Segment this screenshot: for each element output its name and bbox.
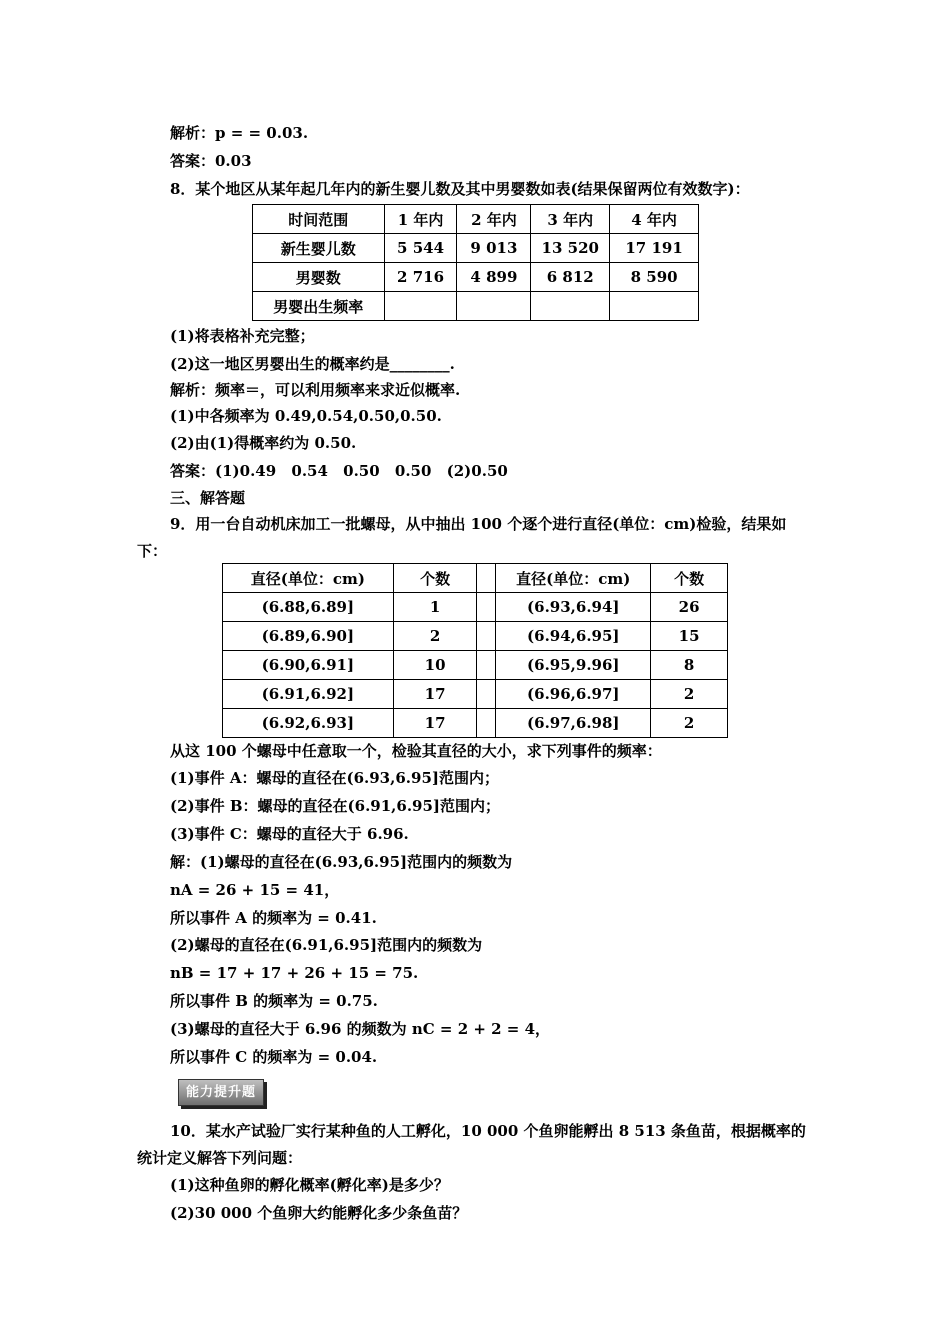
table-cell: 8 590 bbox=[610, 263, 699, 292]
table-cell: 8 bbox=[651, 651, 728, 680]
table-cell: 2 bbox=[393, 622, 477, 651]
table-row bbox=[223, 651, 728, 680]
table-cell: (6.93,6.94] bbox=[496, 593, 651, 622]
question-8: 8．某个地区从某年起几年内的新生婴儿数及其中男婴数如表(结果保留两位有效数字)： bbox=[170, 180, 750, 198]
table-cell: 直径(单位：cm) bbox=[223, 564, 394, 593]
solution-1: 解：(1)螺母的直径在(6.93,6.95]范围内的频数为 bbox=[170, 853, 513, 871]
solution-8: 所以事件 C 的频率为 = 0.04. bbox=[170, 1048, 378, 1066]
table-cell: (6.94,6.95] bbox=[496, 622, 651, 651]
table-row bbox=[223, 564, 728, 593]
table-cell: 17 bbox=[393, 680, 477, 709]
table-cell bbox=[457, 292, 531, 321]
table-cell: 5 544 bbox=[384, 234, 457, 263]
q8-answer: 答案：(1)0.49 0.54 0.50 0.50 (2)0.50 bbox=[170, 462, 508, 480]
table-cell: 个数 bbox=[393, 564, 477, 593]
table-cell: 新生婴儿数 bbox=[253, 234, 385, 263]
table-cell: 3 年内 bbox=[531, 205, 610, 234]
table-cell: (6.92,6.93] bbox=[223, 709, 394, 738]
table-cell bbox=[477, 709, 496, 738]
table-cell: 个数 bbox=[651, 564, 728, 593]
table-cell: 直径(单位：cm) bbox=[496, 564, 651, 593]
table-row bbox=[223, 680, 728, 709]
solution-5: nB = 17 + 17 + 26 + 15 = 75. bbox=[170, 964, 419, 982]
q8-part1: (1)将表格补充完整； bbox=[170, 327, 315, 345]
table-cell: (6.96,6.97] bbox=[496, 680, 651, 709]
ability-section-badge: 能力提升题 bbox=[178, 1079, 264, 1106]
q9-event-b: (2)事件 B：螺母的直径在(6.91,6.95]范围内； bbox=[170, 797, 501, 815]
table-cell: (6.95,9.96] bbox=[496, 651, 651, 680]
q9-event-c: (3)事件 C：螺母的直径大于 6.96. bbox=[170, 825, 409, 843]
q8-analysis-1: (1)中各频率为 0.49,0.54,0.50,0.50. bbox=[170, 407, 442, 425]
question-10-line1: 10．某水产试验厂实行某种鱼的人工孵化，10 000 个鱼卵能孵出 8 513 条鱼苗，根据概率的 bbox=[170, 1122, 806, 1140]
table-row bbox=[253, 292, 699, 321]
table-cell: 男婴出生频率 bbox=[253, 292, 385, 321]
table-cell: 2 716 bbox=[384, 263, 457, 292]
table-cell bbox=[610, 292, 699, 321]
table-row bbox=[253, 234, 699, 263]
birth-table bbox=[252, 204, 699, 321]
table-cell: 时间范围 bbox=[253, 205, 385, 234]
diameter-table bbox=[222, 563, 728, 738]
table-row bbox=[223, 622, 728, 651]
table-cell bbox=[477, 564, 496, 593]
table-cell: 17 191 bbox=[610, 234, 699, 263]
solution-2: nA = 26 + 15 = 41， bbox=[170, 881, 340, 899]
table-cell: 1 bbox=[393, 593, 477, 622]
table-row bbox=[253, 205, 699, 234]
solution-3: 所以事件 A 的频率为 = 0.41. bbox=[170, 909, 377, 927]
table-cell: 15 bbox=[651, 622, 728, 651]
table-cell bbox=[531, 292, 610, 321]
table-cell: (6.88,6.89] bbox=[223, 593, 394, 622]
table-cell: (6.90,6.91] bbox=[223, 651, 394, 680]
q8-analysis-2: (2)由(1)得概率约为 0.50. bbox=[170, 434, 357, 452]
table-cell bbox=[477, 593, 496, 622]
table-cell bbox=[384, 292, 457, 321]
q9-event-a: (1)事件 A：螺母的直径在(6.93,6.95]范围内； bbox=[170, 769, 499, 787]
solution-6: 所以事件 B 的频率为 = 0.75. bbox=[170, 992, 378, 1010]
question-9-line2: 下： bbox=[137, 542, 168, 560]
solution-7: (3)螺母的直径大于 6.96 的频数为 nC = 2 + 2 = 4， bbox=[170, 1020, 551, 1038]
table-row bbox=[223, 709, 728, 738]
table-row bbox=[253, 263, 699, 292]
solution-4: (2)螺母的直径在(6.91,6.95]范围内的频数为 bbox=[170, 936, 483, 954]
table-cell: 4 899 bbox=[457, 263, 531, 292]
table-cell: 6 812 bbox=[531, 263, 610, 292]
answer-7: 答案：0.03 bbox=[170, 152, 252, 170]
q8-part2: (2)这一地区男婴出生的概率约是________. bbox=[170, 355, 455, 373]
q10-part1: (1)这种鱼卵的孵化概率(孵化率)是多少？ bbox=[170, 1176, 449, 1194]
table-cell: 2 bbox=[651, 709, 728, 738]
question-9-line1: 9．用一台自动机床加工一批螺母，从中抽出 100 个逐个进行直径(单位：cm)检验，结果如 bbox=[170, 515, 787, 533]
table-cell: (6.89,6.90] bbox=[223, 622, 394, 651]
section-3-heading: 三、解答题 bbox=[170, 489, 246, 507]
q10-part2: (2)30 000 个鱼卵大约能孵化多少条鱼苗？ bbox=[170, 1204, 468, 1222]
table-cell: 13 520 bbox=[531, 234, 610, 263]
analysis-7: 解析：p = = 0.03. bbox=[170, 124, 309, 142]
diameter-table-body bbox=[223, 564, 728, 738]
table-cell bbox=[477, 680, 496, 709]
question-9-line3: 从这 100 个螺母中任意取一个，检验其直径的大小，求下列事件的频率： bbox=[170, 742, 662, 760]
table-cell: 9 013 bbox=[457, 234, 531, 263]
table-row bbox=[223, 593, 728, 622]
q8-analysis: 解析：频率＝，可以利用频率来求近似概率. bbox=[170, 381, 461, 399]
table-cell: 2 年内 bbox=[457, 205, 531, 234]
table-cell: 4 年内 bbox=[610, 205, 699, 234]
table-cell: (6.97,6.98] bbox=[496, 709, 651, 738]
table-cell: 26 bbox=[651, 593, 728, 622]
table-cell: 17 bbox=[393, 709, 477, 738]
question-10-line2: 统计定义解答下列问题： bbox=[137, 1149, 303, 1167]
table-cell bbox=[477, 651, 496, 680]
table-cell: 1 年内 bbox=[384, 205, 457, 234]
table-cell: 2 bbox=[651, 680, 728, 709]
table-cell bbox=[477, 622, 496, 651]
table-cell: (6.91,6.92] bbox=[223, 680, 394, 709]
table-cell: 男婴数 bbox=[253, 263, 385, 292]
table-cell: 10 bbox=[393, 651, 477, 680]
birth-table-body bbox=[253, 205, 699, 321]
